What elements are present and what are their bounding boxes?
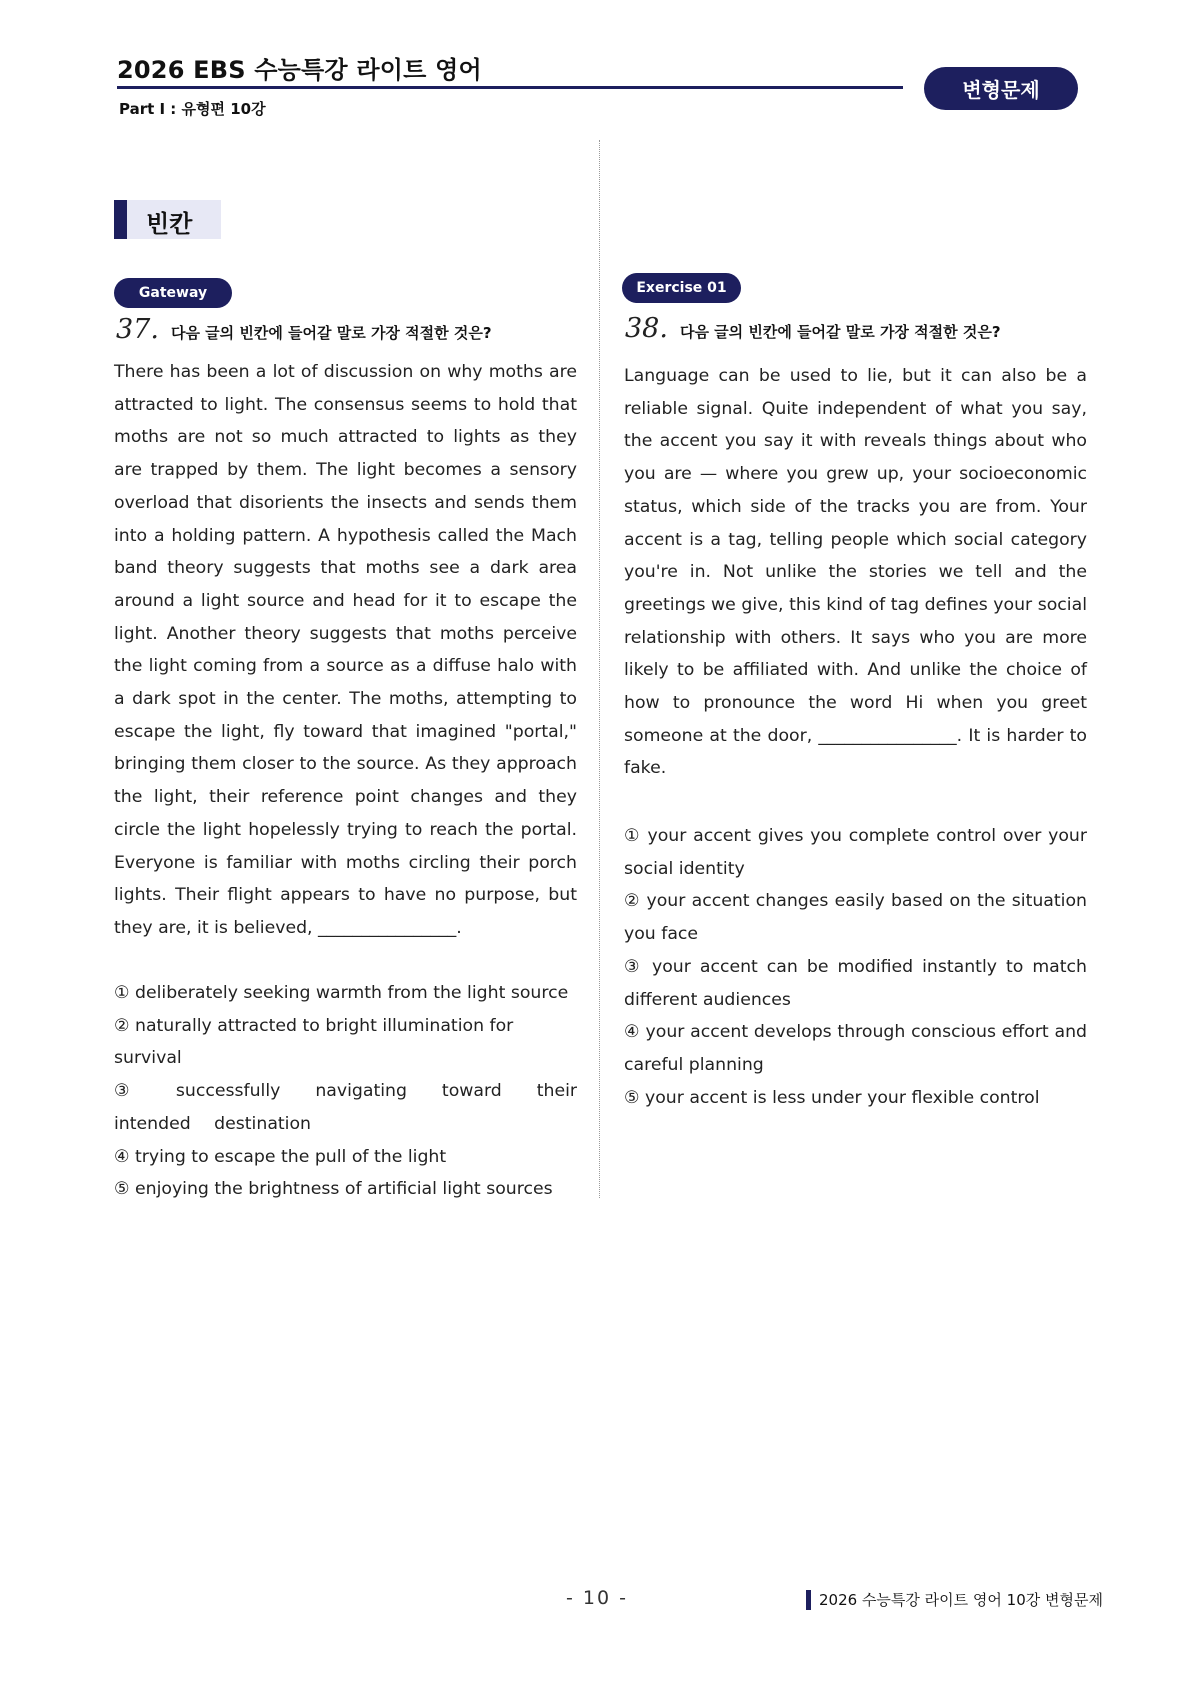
- choice-38-5[interactable]: ⑤ your accent is less under your flexible control: [624, 1087, 1040, 1108]
- page-number: - 10 -: [566, 1587, 628, 1609]
- choice-37-3[interactable]: ③ successfully navigating toward their intended destination: [114, 1081, 577, 1134]
- question-37-prompt: 다음 글의 빈칸에 들어갈 말로 가장 적절한 것은?: [170, 324, 492, 342]
- question-37-header: [116, 314, 492, 345]
- footer-caption-text: 2026 수능특강 라이트 영어 10강 변형문제: [819, 1591, 1103, 1609]
- question-38-number: 38.: [625, 313, 668, 344]
- choice-38-4[interactable]: ④ your accent develops through conscious effort and careful planning: [624, 1022, 1087, 1075]
- choice-38-3[interactable]: ③ your accent can be modified instantly to match different audiences: [624, 956, 1087, 1010]
- section-heading: [114, 200, 221, 239]
- section-heading-bar: [114, 200, 127, 239]
- header-badge: 변형문제: [924, 67, 1078, 110]
- choice-37-1[interactable]: ① deliberately seeking warmth from the light source: [114, 983, 569, 1003]
- question-38-prompt: 다음 글의 빈칸에 들어갈 말로 가장 적절한 것은?: [679, 323, 1001, 341]
- document-subtitle: Part Ⅰ : 유형편 10강: [119, 100, 266, 118]
- footer-caption: [806, 1589, 1103, 1610]
- document-title: 2026 EBS 수능특강 라이트 영어: [117, 56, 482, 84]
- gateway-pill: Gateway: [114, 278, 232, 308]
- choice-37-4[interactable]: ④ trying to escape the pull of the light: [114, 1146, 447, 1167]
- question-37-number: 37.: [116, 314, 159, 345]
- question-38-header: [625, 313, 1001, 344]
- question-38-passage-text: Language can be used to lie, but it can also be a reliable signal. Quite independent of what you say, the accent you say it with reveals things about who you are — where you grew up, your socioeconomic status, which side of the tracks you are from. Your accent is a tag, telling people which social category you're in. Not unlike the stories we tell and the greetings we give, this kind of tag defines your social relationship with others. It says who you are more likely to be affiliated with. And unlike the choice of how to pronounce the word Hi when you greet someone at the door, ________________. It is harder to fake.: [624, 366, 1087, 779]
- column-divider: [599, 140, 600, 1198]
- question-37-passage: [114, 356, 577, 945]
- header-rule: [117, 86, 903, 89]
- choice-38-2[interactable]: ② your accent changes easily based on the situation you face: [624, 891, 1087, 945]
- exercise-pill: Exercise 01: [622, 273, 741, 303]
- footer-caption-bar: [806, 1590, 811, 1610]
- choice-38-1[interactable]: ① your accent gives you complete control over your social identity: [624, 826, 1087, 879]
- choice-37-2[interactable]: ② naturally attracted to bright illumination for survival: [114, 1015, 514, 1069]
- question-38-passage: [624, 360, 1087, 785]
- choice-37-5[interactable]: ⑤ enjoying the brightness of artificial light sources: [114, 1179, 553, 1200]
- question-38-choices: [624, 820, 1087, 1114]
- section-heading-label: 빈칸: [146, 210, 193, 238]
- question-37-passage-text: There has been a lot of discussion on why moths are attracted to light. The consensus seems to hold that moths are not so much attracted to lights as they are trapped by them. The light becomes a sensory overload that disorients the insects and sends them into a holding pattern. A hypothesis called the Mach band theory suggests that moths see a dark area around a light source and head for it to escape the light. Another theory suggests that moths perceive the light coming from a source as a diffuse halo with a dark spot in the center. The moths, attempting to escape the light, fly toward that imagined "portal," bringing them closer to the source. As they approach the light, their reference point changes and they circle the light hopelessly trying to reach the portal. Everyone is familiar with moths circling their porch lights. Their flight appears to have no purpose, but they are, it is believed, ________________.: [114, 362, 577, 938]
- question-37-choices: [114, 977, 577, 1206]
